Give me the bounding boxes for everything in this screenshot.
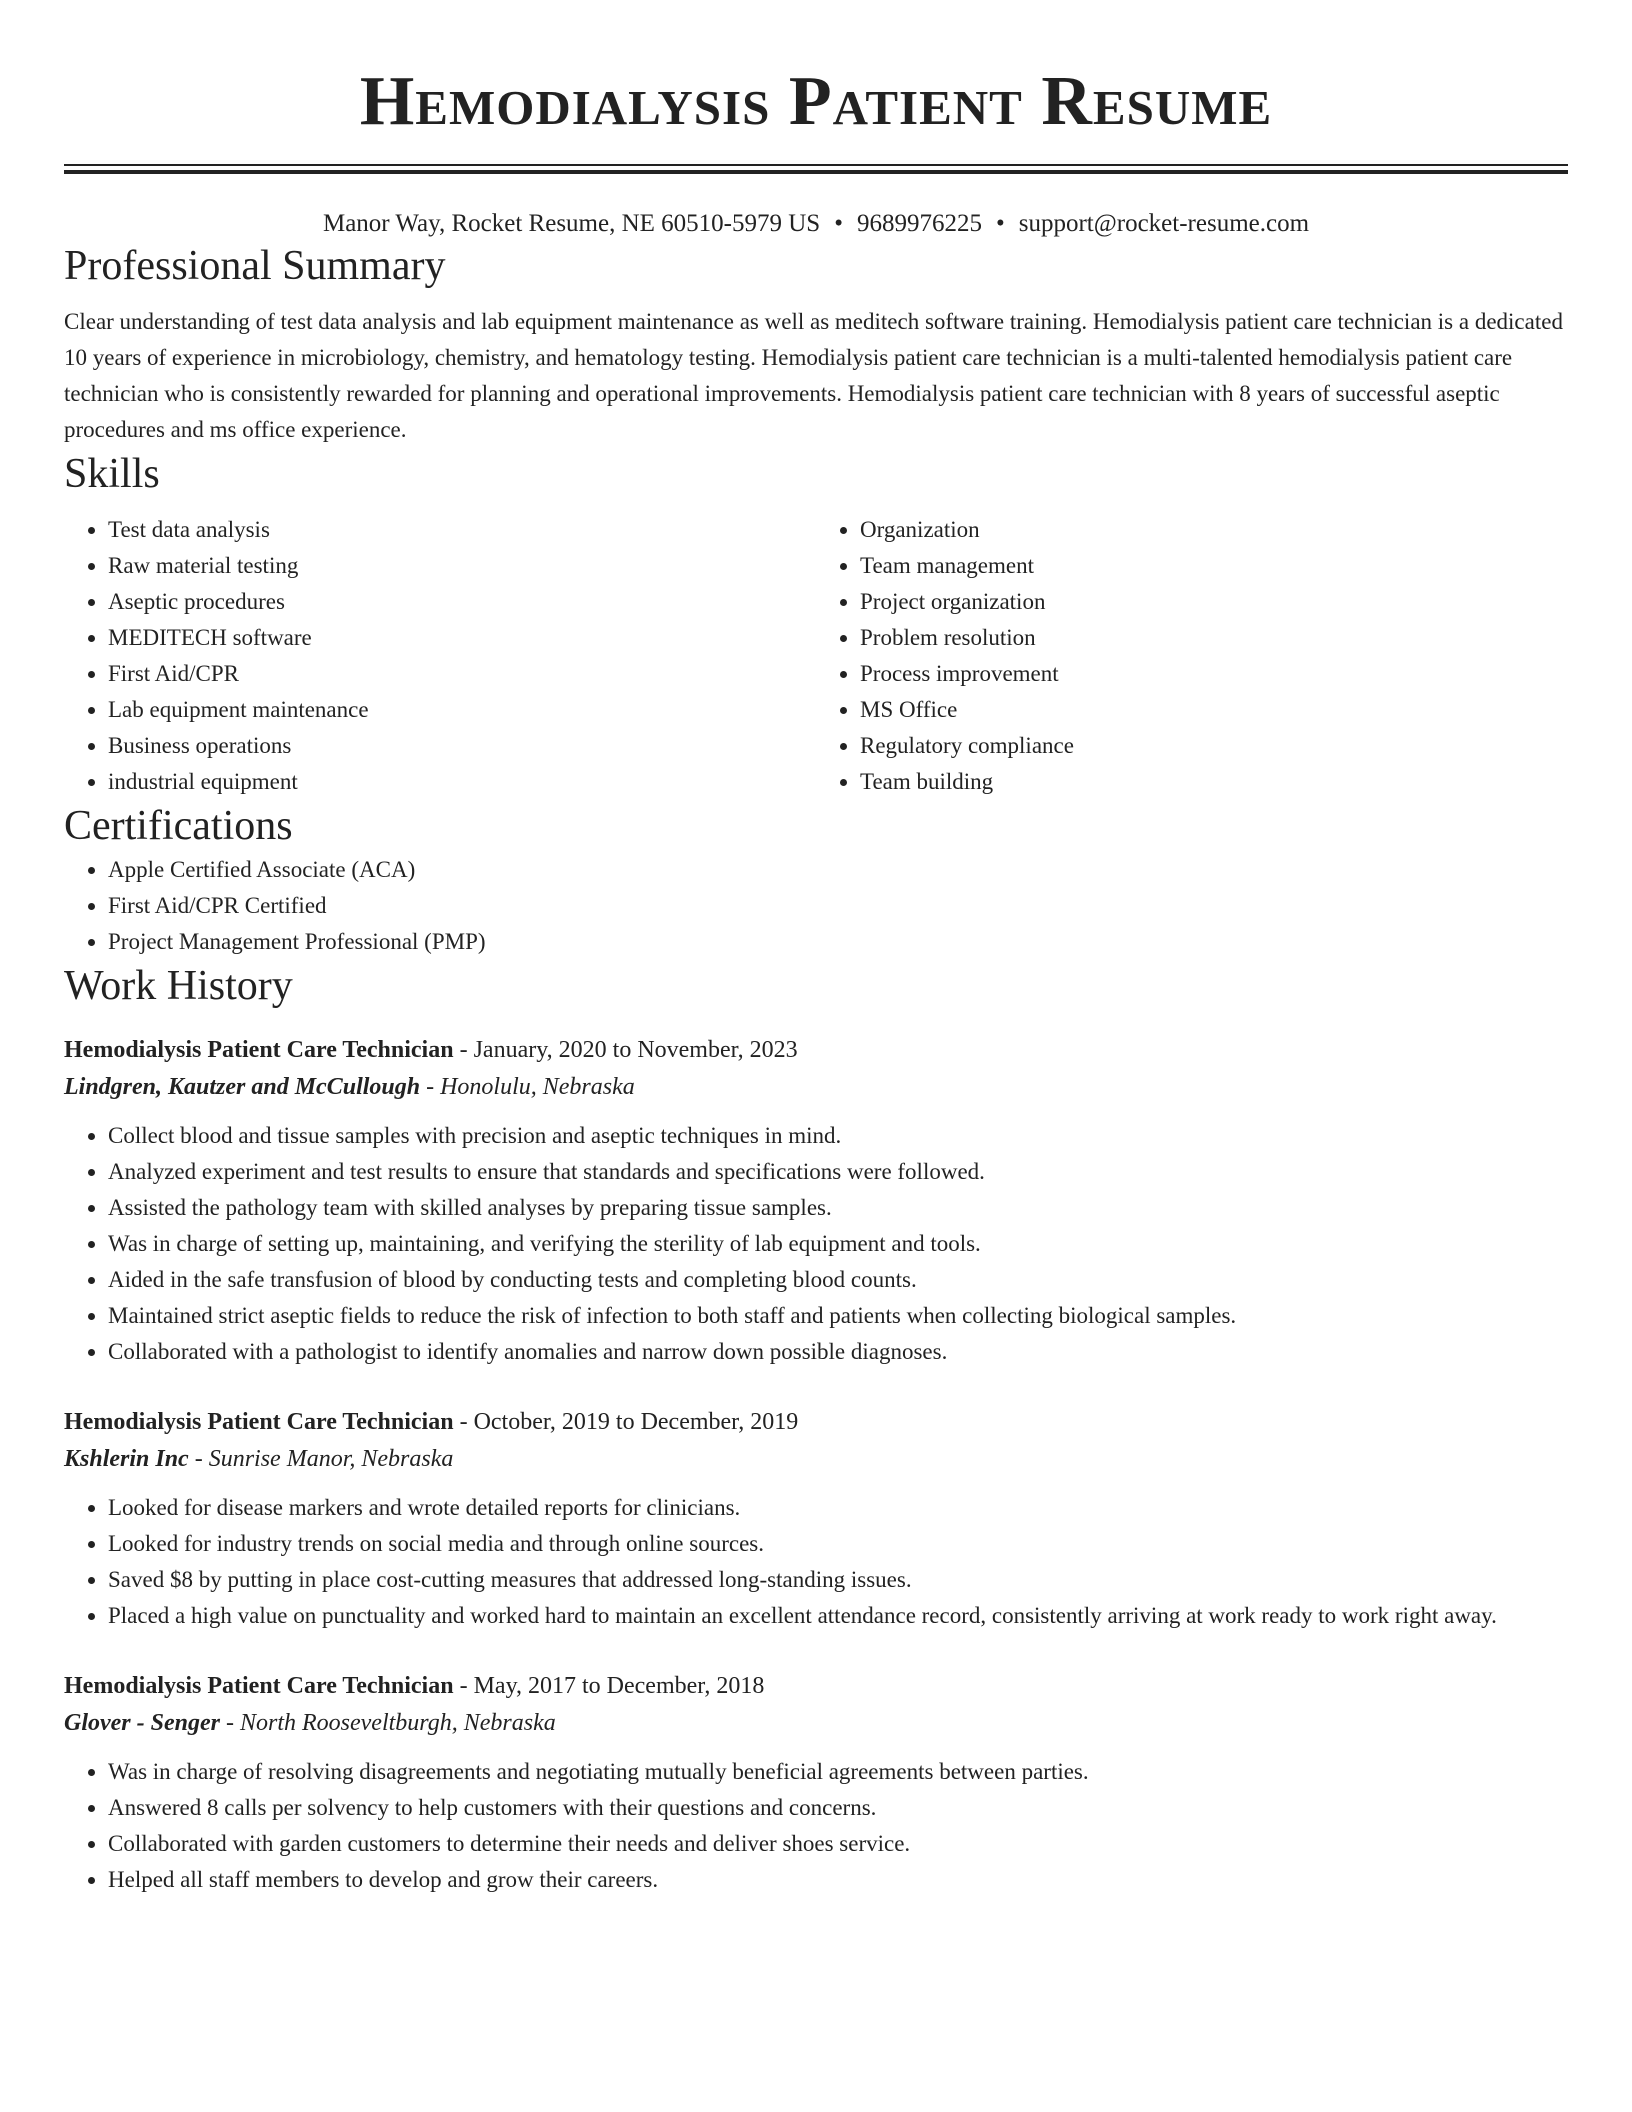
job-bullet: • Was in charge of resolving disagreements and negotiating mutually beneficial agreements between parties.	[108, 1754, 1568, 1790]
skills-right-list	[816, 512, 1568, 800]
job-company: Kshlerin Inc	[64, 1446, 189, 1472]
certifications-heading: Certifications	[64, 803, 293, 849]
job-entry	[64, 1032, 1568, 1370]
contact-phone: 9689976225	[856, 210, 982, 237]
job-company: Glover - Senger	[64, 1710, 220, 1736]
skill-item: • Aseptic procedures	[108, 584, 816, 620]
certification-item: • Apple Certified Associate (ACA)	[108, 852, 1568, 888]
job-title: Hemodialysis Patient Care Technician	[64, 1037, 454, 1063]
job-location: - Sunrise Manor, Nebraska	[188, 1446, 454, 1472]
skill-item: • industrial equipment	[108, 764, 816, 800]
summary-heading: Professional Summary	[64, 243, 446, 289]
job-bullets	[64, 1490, 1568, 1634]
job-bullet: • Aided in the safe transfusion of blood by conducting tests and completing blood counts.	[108, 1262, 1568, 1298]
job-entry	[64, 1668, 1568, 1898]
job-bullet: • Analyzed experiment and test results to ensure that standards and specifications were followed.	[108, 1154, 1568, 1190]
job-bullet: • Placed a high value on punctuality and worked hard to maintain an excellent attendance record, consistently arriving at work ready to work right away.	[108, 1598, 1568, 1634]
skill-item: • Business operations	[108, 728, 816, 764]
contact-email: support@rocket-resume.com	[1018, 210, 1310, 237]
job-bullet: • Looked for industry trends on social media and through online sources.	[108, 1526, 1568, 1562]
certification-item: • Project Management Professional (PMP)	[108, 924, 1568, 960]
job-company-line	[64, 1704, 1568, 1742]
skills-heading: Skills	[64, 451, 160, 497]
skills-columns	[64, 512, 1568, 800]
contact-separator: •	[834, 210, 843, 237]
skill-item: • Test data analysis	[108, 512, 816, 548]
job-dates: - October, 2019 to December, 2019	[453, 1409, 799, 1435]
contact-line	[64, 208, 1568, 240]
job-bullet: • Helped all staff members to develop and grow their careers.	[108, 1862, 1568, 1898]
skill-item: • Raw material testing	[108, 548, 816, 584]
job-bullet: • Assisted the pathology team with skilled analyses by preparing tissue samples.	[108, 1190, 1568, 1226]
summary-text: Clear understanding of test data analysis and lab equipment maintenance as well as meditech software training. Hemodialysis patient care technician is a dedicated 10 years of experience in microbiology, chemistry, and hematology testing. Hemodialysis patient care technician is a multi-talented hemodialysis patient care technician who is consistently rewarded for planning and operational improvements. Hemodialysis patient care technician with 8 years of successful aseptic procedures and ms office experience.	[64, 309, 1563, 442]
job-bullet: • Was in charge of setting up, maintaining, and verifying the sterility of lab equipment and tools.	[108, 1226, 1568, 1262]
skill-item: • MS Office	[860, 692, 1568, 728]
job-title-line	[64, 1668, 1568, 1704]
job-company-line	[64, 1068, 1568, 1106]
work-history-heading: Work History	[64, 963, 293, 1009]
skill-item: • Process improvement	[860, 656, 1568, 692]
job-title: Hemodialysis Patient Care Technician	[64, 1673, 454, 1699]
job-bullet: • Looked for disease markers and wrote detailed reports for clinicians.	[108, 1490, 1568, 1526]
job-title-line	[64, 1404, 1568, 1440]
job-location: - Honolulu, Nebraska	[420, 1074, 635, 1100]
skill-item: • Organization	[860, 512, 1568, 548]
contact-separator: •	[995, 210, 1005, 237]
contact-address: Manor Way, Rocket Resume, NE 60510-5979 US	[322, 210, 821, 237]
job-company: Lindgren, Kautzer and McCullough	[64, 1074, 421, 1100]
certifications-list	[64, 852, 1568, 960]
skill-item: • Project organization	[860, 584, 1568, 620]
skills-left-list	[64, 512, 816, 800]
skill-item: • Team management	[860, 548, 1568, 584]
skill-item: • MEDITECH software	[108, 620, 816, 656]
job-title-line	[64, 1032, 1568, 1068]
job-company-line	[64, 1440, 1568, 1478]
job-dates: - January, 2020 to November, 2023	[453, 1037, 798, 1063]
job-title: Hemodialysis Patient Care Technician	[64, 1409, 454, 1435]
job-bullet: • Answered 8 calls per solvency to help customers with their questions and concerns.	[108, 1790, 1568, 1826]
job-bullets	[64, 1118, 1568, 1370]
resume-title: Hemodialysis Patient Resume	[359, 63, 1273, 140]
title-divider	[64, 164, 1568, 174]
job-bullet: • Saved $8 by putting in place cost-cutting measures that addressed long-standing issues.	[108, 1562, 1568, 1598]
job-entry	[64, 1404, 1568, 1634]
skill-item: • Team building	[860, 764, 1568, 800]
skill-item: • Lab equipment maintenance	[108, 692, 816, 728]
job-location: - North Rooseveltburgh, Nebraska	[219, 1710, 556, 1736]
job-bullet: • Collaborated with a pathologist to identify anomalies and narrow down possible diagnoses.	[108, 1334, 1568, 1370]
skill-item: • First Aid/CPR	[108, 656, 816, 692]
skill-item: • Problem resolution	[860, 620, 1568, 656]
job-bullets	[64, 1754, 1568, 1898]
skill-item: • Regulatory compliance	[860, 728, 1568, 764]
job-bullet: • Collect blood and tissue samples with precision and aseptic techniques in mind.	[108, 1118, 1568, 1154]
certification-item: • First Aid/CPR Certified	[108, 888, 1568, 924]
job-bullet: • Maintained strict aseptic fields to reduce the risk of infection to both staff and patients when collecting biological samples.	[108, 1298, 1568, 1334]
job-bullet: • Collaborated with garden customers to determine their needs and deliver shoes service.	[108, 1826, 1568, 1862]
job-dates: - May, 2017 to December, 2018	[453, 1673, 765, 1699]
